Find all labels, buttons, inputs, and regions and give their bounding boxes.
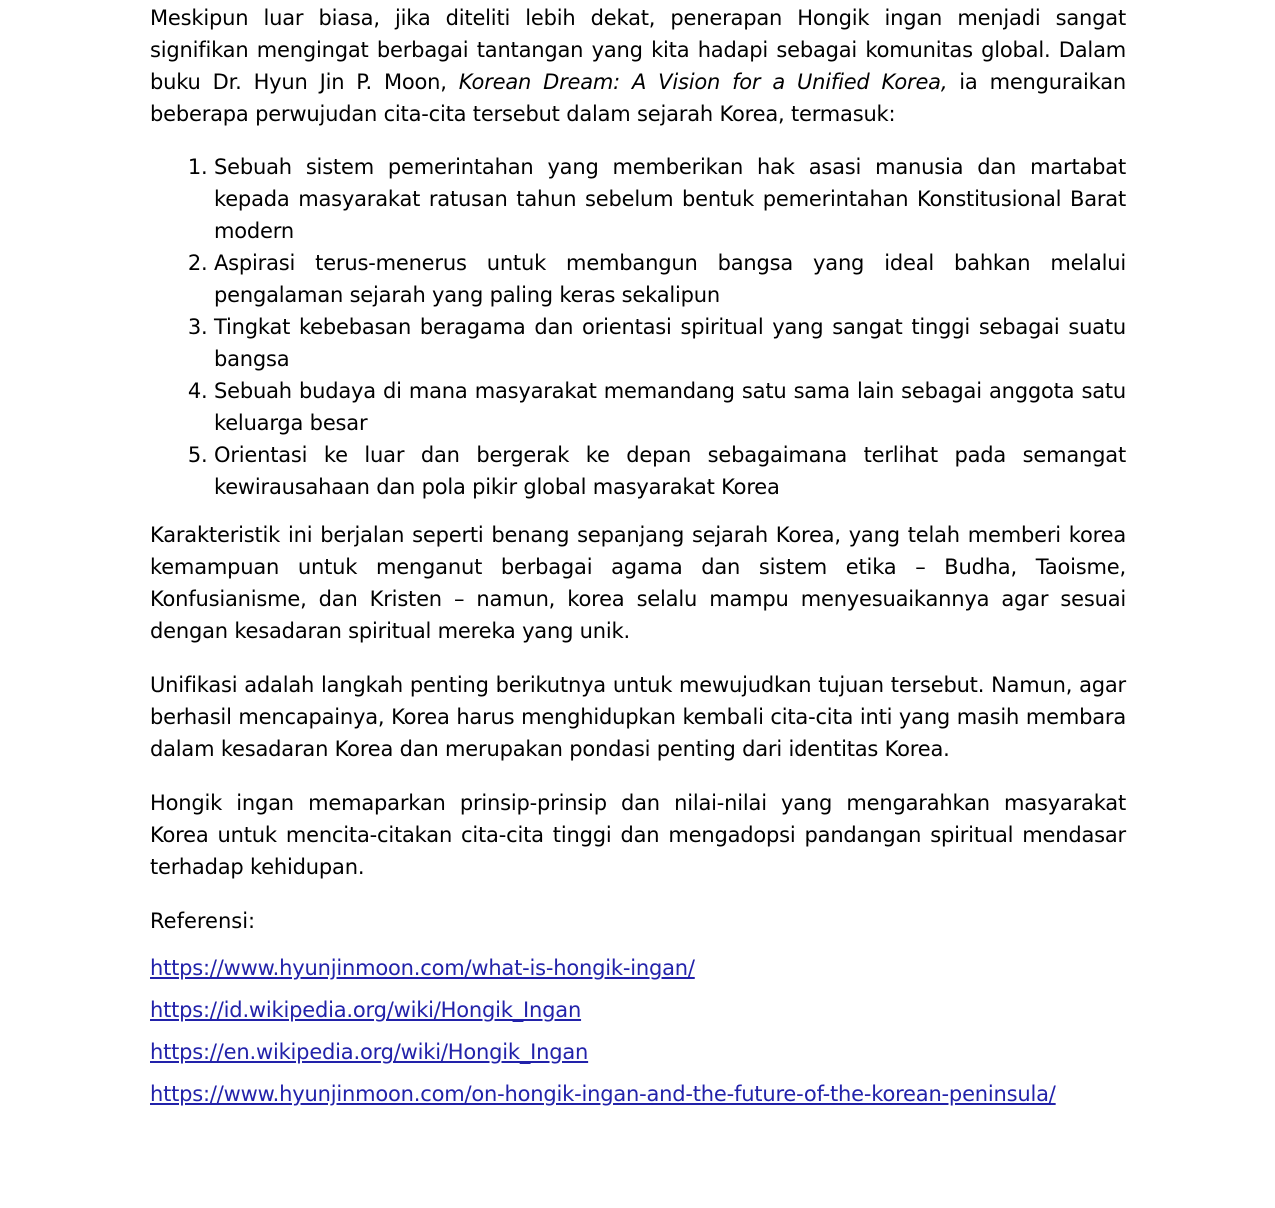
- paragraph-unification: Unifikasi adalah langkah penting berikutnya untuk mewujudkan tujuan tersebut. Namun, agar berhasil mencapainya, Korea harus menghidupkan kembali cita-cita inti yang masih membara dalam kesadaran Korea dan merupakan pondasi penting dari identitas Korea.: [150, 673, 1126, 761]
- reference-line: [150, 947, 1126, 989]
- reference-line: [150, 1073, 1126, 1115]
- paragraph-principles: Hongik ingan memaparkan prinsip-prinsip dan nilai-nilai yang mengarahkan masyarakat Korea untuk mencita-citakan cita-cita tinggi dan mengadopsi pandangan spiritual mendasar terhadap kehidupan.: [150, 791, 1126, 879]
- document-page: [150, 2, 1126, 1115]
- book-title-italic: Korean Dream: A Vision for a Unified Korea,: [458, 70, 948, 94]
- numbered-list: [150, 151, 1126, 503]
- references-heading: Referensi:: [150, 909, 256, 933]
- intro-text-pre: Meskipun luar biasa, jika diteliti lebih dekat, penerapan Hongik ingan menjadi sangat signifikan mengingat berbagai tantangan yang kita hadapi sebagai komunitas global. Dalam buku Dr. Hyun Jin P. Moon,: [150, 6, 1126, 94]
- reference-line: [150, 989, 1126, 1031]
- list-item-3: 3. Tingkat kebebasan beragama dan orientasi spiritual yang sangat tinggi sebagai suatu bangsa: [214, 311, 1126, 375]
- reference-link-wikipedia-en[interactable]: https://en.wikipedia.org/wiki/Hongik_Ingan: [150, 1040, 589, 1064]
- reference-link-hyunjinmoon-what-is[interactable]: https://www.hyunjinmoon.com/what-is-hongik-ingan/: [150, 956, 695, 980]
- paragraph-intro: [150, 2, 1126, 130]
- reference-link-wikipedia-id[interactable]: https://id.wikipedia.org/wiki/Hongik_Ingan: [150, 998, 582, 1022]
- list-item-4: 4. Sebuah budaya di mana masyarakat memandang satu sama lain sebagai anggota satu keluarga besar: [214, 375, 1126, 439]
- list-item-5: 5. Orientasi ke luar dan bergerak ke depan sebagaimana terlihat pada semangat kewirausahaan dan pola pikir global masyarakat Korea: [214, 439, 1126, 503]
- references-list: [150, 947, 1126, 1115]
- list-item-1: 1. Sebuah sistem pemerintahan yang memberikan hak asasi manusia dan martabat kepada masyarakat ratusan tahun sebelum bentuk pemerintahan Konstitusional Barat modern: [214, 151, 1126, 247]
- list-item-2: 2. Aspirasi terus-menerus untuk membangun bangsa yang ideal bahkan melalui pengalaman sejarah yang paling keras sekalipun: [214, 247, 1126, 311]
- intro-text-post: ia menguraikan beberapa perwujudan cita-cita tersebut dalam sejarah Korea, termasuk:: [150, 70, 1127, 126]
- paragraph-characteristics: Karakteristik ini berjalan seperti benang sepanjang sejarah Korea, yang telah memberi korea kemampuan untuk menganut berbagai agama dan sistem etika – Budha, Taoisme, Konfusianisme, dan Kristen – namun, korea selalu mampu menyesuaikannya agar sesuai dengan kesadaran spiritual mereka yang unik.: [150, 523, 1126, 643]
- reference-link-hyunjinmoon-future[interactable]: https://www.hyunjinmoon.com/on-hongik-ingan-and-the-future-of-the-korean-peninsula/: [150, 1082, 1056, 1106]
- reference-line: [150, 1031, 1126, 1073]
